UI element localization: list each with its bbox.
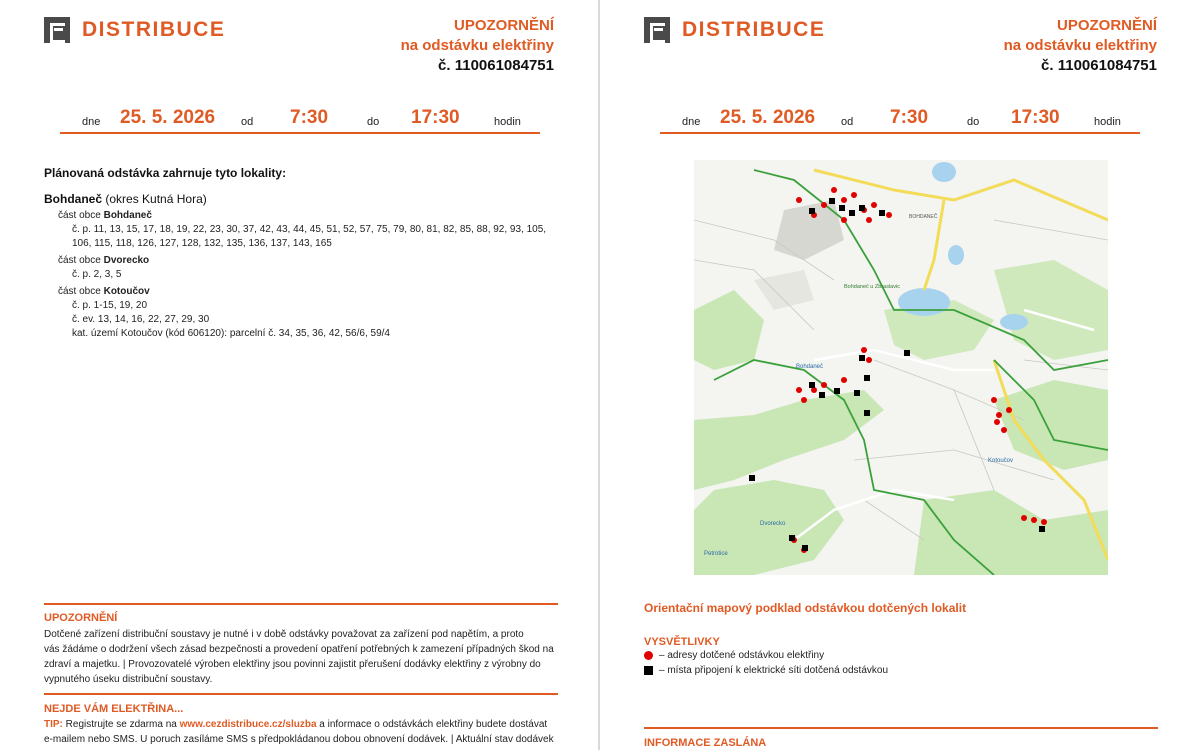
label-from: od (241, 116, 254, 128)
tip-text: a informace o odstávkách elektřiny budete dostávat (316, 719, 548, 730)
time-to: 17:30 (1011, 107, 1060, 128)
location-part-dvorecko (58, 254, 149, 282)
notice-subtitle: na odstávku elektřiny (1003, 37, 1157, 54)
warning-line: Dotčené zařízení distribuční soustavy je nutné i v době odstávky považovat za zařízení pod napětím, a proto (44, 629, 524, 640)
no-power-title: NEJDE VÁM ELEKTŘINA... (44, 703, 184, 715)
locations-town (44, 192, 207, 206)
time-from: 7:30 (290, 107, 329, 128)
map-label-kotoucov: Kotoučov (988, 458, 1014, 464)
legend-text: – adresy dotčené odstávkou elektřiny (659, 650, 825, 661)
notice-page-right (600, 0, 1200, 750)
red-dot-icon (644, 651, 653, 660)
date-line (60, 106, 540, 134)
no-power-text (44, 717, 584, 747)
house-numbers-line: 106, 115, 118, 126, 127, 128, 132, 135, 136, 137, 143, 165 (72, 238, 332, 249)
part-name: Bohdaneč (103, 210, 152, 221)
map-svg (694, 160, 1108, 575)
registration-link[interactable]: www.cezdistribuce.cz/sluzba (179, 719, 317, 730)
brand-name: DISTRIBUCE (82, 18, 226, 41)
map-label-dvorecko: Dvorecko (760, 521, 786, 527)
location-part-bohdanec (58, 209, 546, 251)
notice-subtitle: na odstávku elektřiny (400, 37, 554, 54)
outage-date: 25. 5. 2026 (120, 107, 216, 128)
tip-label: TIP: (44, 719, 63, 730)
outage-date: 25. 5. 2026 (720, 107, 816, 128)
house-numbers-line: č. p. 11, 13, 15, 17, 18, 19, 22, 23, 30, 37, 42, 43, 44, 45, 51, 52, 57, 75, 79, 80, 81, 82, 85, 88, 92, 93, 105, (72, 224, 547, 235)
info-sent-title: INFORMACE ZASLÁNA (644, 737, 767, 749)
town-name: Bohdaneč (44, 192, 103, 206)
cadastral-line: kat. území Kotoučov (kód 606120): parcelní č. 34, 35, 36, 42, 56/6, 59/4 (72, 328, 390, 339)
brand-logo (44, 17, 225, 43)
house-numbers-line: č. ev. 13, 14, 16, 22, 27, 29, 30 (72, 314, 210, 325)
label-to: do (967, 116, 980, 128)
map-label-pertoltice: Petrotice (704, 551, 728, 557)
warning-line: vypnutého úseku distribuční soustavy. (44, 674, 213, 685)
location-part-kotoucov (58, 285, 390, 341)
warning-title: UPOZORNĚNÍ (44, 612, 118, 624)
brand-name: DISTRIBUCE (682, 18, 826, 41)
label-to: do (367, 116, 380, 128)
brand-logo (644, 17, 825, 43)
tip-text: e-mailem nebo SMS. U poruch zasíláme SMS s předpokládanou dobou obnovení dodávek. | Aktuální stav dodávek (44, 734, 554, 745)
label-hours: hodin (1094, 116, 1121, 128)
notice-header (1004, 16, 1157, 76)
time-from: 7:30 (890, 107, 929, 128)
map-label-bohdanec-zbraslavic: Bohdaneč u Zbraslavic (844, 284, 900, 290)
legend-item-connections (644, 665, 888, 676)
map-label-bohdanec-upper: BOHDANEČ (909, 214, 938, 220)
map-caption: Orientační mapový podklad odstávkou dotčených lokalit (644, 601, 967, 615)
warning-divider (44, 603, 558, 605)
outage-map[interactable] (694, 160, 1108, 575)
legend-text: – místa připojení k elektrické síti dotčená odstávkou (659, 665, 889, 676)
part-prefix: část obce (58, 255, 104, 266)
black-square-icon (644, 666, 653, 675)
tip-text: Registrujte se zdarma na (62, 719, 180, 730)
map-label-bohdanec: Bohdaneč (796, 364, 824, 370)
part-name: Dvorecko (103, 255, 150, 266)
part-prefix: část obce (58, 210, 104, 221)
house-numbers-line: č. p. 1-15, 19, 20 (72, 300, 148, 311)
house-numbers-line: č. p. 2, 3, 5 (72, 269, 122, 280)
label-day: dne (682, 116, 701, 128)
label-hours: hodin (494, 116, 521, 128)
notice-title: UPOZORNĚNÍ (453, 17, 554, 34)
locations-title: Plánovaná odstávka zahrnuje tyto lokality: (44, 166, 287, 180)
no-power-divider (44, 693, 558, 695)
cez-logo-icon (44, 17, 70, 43)
warning-line: zdraví a majetku. | Provozovatelé výroben elektřiny jsou povinni zajistit přerušení dodávky elektřiny z výrobny do (44, 659, 541, 670)
legend-title: VYSVĚTLIVKY (644, 636, 720, 648)
notice-title: UPOZORNĚNÍ (1056, 17, 1157, 34)
part-name: Kotoučov (103, 286, 150, 297)
warning-text (44, 627, 574, 687)
notice-header (401, 16, 554, 76)
date-line (660, 106, 1140, 134)
info-divider (644, 727, 1158, 729)
cez-logo-icon (644, 17, 670, 43)
label-from: od (841, 116, 854, 128)
part-prefix: část obce (58, 286, 104, 297)
time-to: 17:30 (411, 107, 460, 128)
legend-item-addresses (644, 650, 824, 661)
town-district: (okres Kutná Hora) (105, 192, 207, 206)
label-day: dne (82, 116, 101, 128)
warning-line: vás žádáme o dodržení všech zásad bezpečnosti a provedení opatření potřebných k zamezení případných škod na (44, 644, 554, 655)
notice-number: č. 110061084751 (1041, 57, 1157, 74)
notice-number: č. 110061084751 (438, 57, 554, 74)
